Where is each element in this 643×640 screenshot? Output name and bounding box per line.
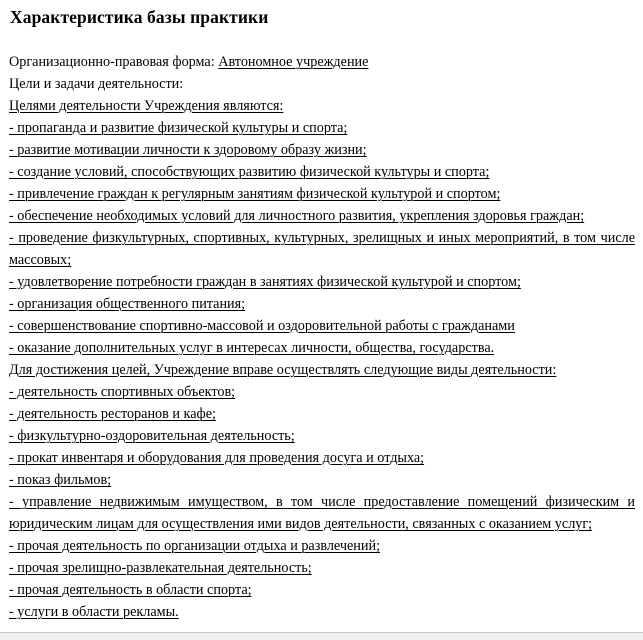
goals-section-heading	[9, 95, 635, 117]
goal-item-text: - проведение физкультурных, спортивных, культурных, зрелищных и иных мероприятий, в том числе массовых;	[9, 230, 635, 268]
title-spacer	[9, 38, 635, 51]
activity-item	[9, 601, 635, 623]
page-title: Характеристика базы практики	[10, 7, 269, 27]
activity-item	[9, 491, 635, 535]
goal-item	[9, 183, 635, 205]
activity-item-text: - деятельность спортивных объектов;	[9, 384, 236, 400]
activity-item-text: - прокат инвентаря и оборудования для проведения досуга и отдыха;	[9, 450, 425, 466]
activity-item	[9, 403, 635, 425]
goals-section-label-text: Цели и задачи деятельности:	[9, 76, 184, 92]
activity-item-text: - услуги в области рекламы.	[9, 604, 179, 620]
goal-item-text: - оказание дополнительных услуг в интересах личности, общества, государства.	[9, 340, 495, 356]
activity-item-text: - управление недвижимым имуществом, в том числе предоставление помещений физическим и юридическим лицам для осуществления ими видов деятельности, связанных с оказанием услуг;	[9, 494, 635, 532]
activity-item	[9, 579, 635, 601]
goal-item-text: - развитие мотивации личности к здоровому образу жизни;	[9, 142, 367, 158]
goal-item	[9, 139, 635, 161]
activity-item	[9, 535, 635, 557]
activity-item-text: - показ фильмов;	[9, 472, 112, 488]
activities-section-heading-text: Для достижения целей, Учреждение вправе осуществлять следующие виды деятельности:	[9, 362, 557, 378]
goal-item	[9, 337, 635, 359]
goal-item	[9, 117, 635, 139]
legal-form-line	[9, 51, 635, 73]
activity-item	[9, 557, 635, 579]
activity-item-text: - физкультурно-оздоровительная деятельность;	[9, 428, 295, 444]
goal-item	[9, 315, 635, 337]
activity-item-text: - прочая деятельность по организации отдыха и развлечений;	[9, 538, 381, 554]
goal-item	[9, 205, 635, 227]
goal-item	[9, 227, 635, 271]
horizontal-scrollbar[interactable]	[0, 632, 643, 640]
legal-form-label: Организационно-правовая форма:	[9, 54, 219, 70]
goals-section-heading-text: Целями деятельности Учреждения являются:	[9, 98, 284, 114]
activity-item	[9, 425, 635, 447]
activities-section-heading	[9, 359, 635, 381]
goal-item-text: - организация общественного питания;	[9, 296, 246, 312]
goal-item-text: - удовлетворение потребности граждан в занятиях физической культурой и спортом;	[9, 274, 521, 290]
goal-item	[9, 293, 635, 315]
goal-item-text: - пропаганда и развитие физической культуры и спорта;	[9, 120, 348, 136]
goal-item-text: - обеспечение необходимых условий для личностного развития, укрепления здоровья граждан;	[9, 208, 585, 224]
goal-item	[9, 271, 635, 293]
goal-item-text: - совершенствование спортивно-массовой и оздоровительной работы с гражданами	[9, 318, 515, 334]
activity-item	[9, 381, 635, 403]
activity-item-text: - деятельность ресторанов и кафе;	[9, 406, 216, 422]
activity-item-text: - прочая деятельность в области спорта;	[9, 582, 252, 598]
goal-item-text: - привлечение граждан к регулярным занятиям физической культурой и спортом;	[9, 186, 501, 202]
goals-section-label	[9, 73, 635, 95]
activity-item-text: - прочая зрелищно-развлекательная деятельность;	[9, 560, 312, 576]
goal-item-text: - создание условий, способствующих развитию физической культуры и спорта;	[9, 164, 490, 180]
activity-item	[9, 469, 635, 491]
activity-item	[9, 447, 635, 469]
legal-form-value: Автономное учреждение	[218, 54, 369, 70]
goal-item	[9, 161, 635, 183]
